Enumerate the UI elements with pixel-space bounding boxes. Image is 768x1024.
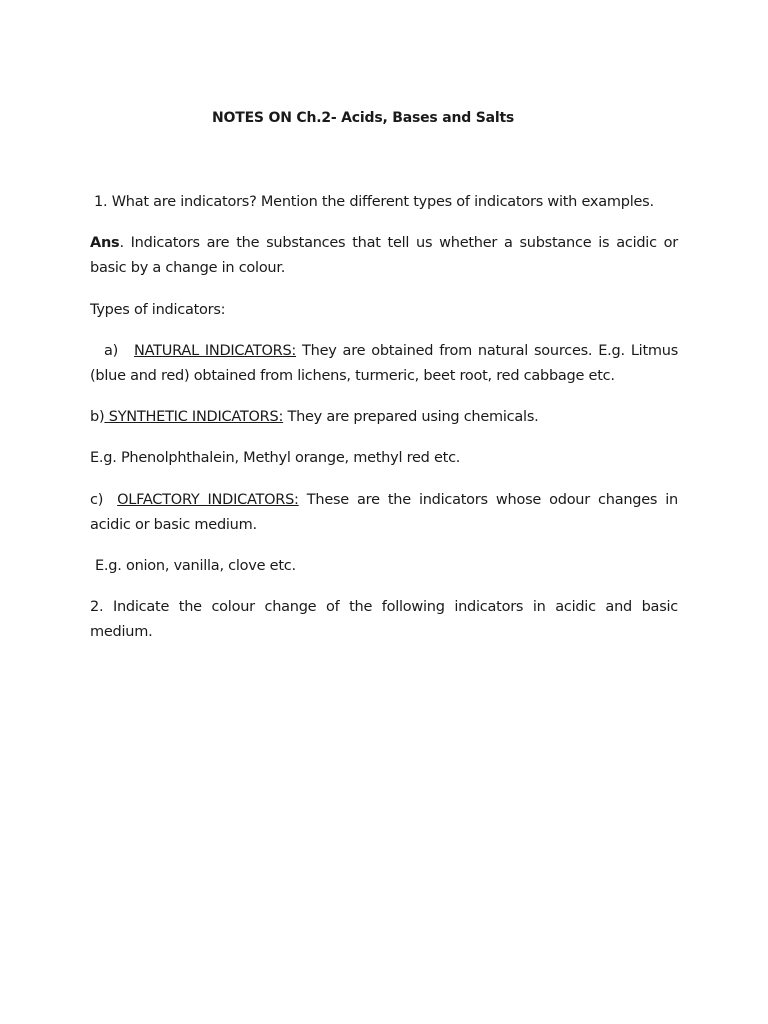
synthetic-examples: E.g. Phenolphthalein, Methyl orange, methyl red etc. xyxy=(90,450,461,466)
types-heading: Types of indicators: xyxy=(90,302,226,318)
page-title: NOTES ON Ch.2- Acids, Bases and Salts xyxy=(212,110,515,126)
olfactory-heading: OLFACTORY INDICATORS: xyxy=(117,492,299,508)
olfactory-prefix: c) xyxy=(90,492,104,508)
natural-indicators xyxy=(90,339,678,389)
question-1 xyxy=(94,190,684,215)
olfactory-examples: E.g. onion, vanilla, clove etc. xyxy=(95,558,296,574)
synthetic-text: They are prepared using chemicals. xyxy=(283,409,539,425)
olfactory-text: These are the indicators whose odour changes in acidic or basic medium. xyxy=(90,492,678,533)
synthetic-indicators xyxy=(90,405,678,430)
question-2: 2. Indicate the colour change of the following indicators in acidic and basic medium. xyxy=(90,599,678,640)
synthetic-prefix: b) xyxy=(90,409,105,425)
olfactory-indicators xyxy=(90,488,678,538)
question-1-text: What are indicators? Mention the different types of indicators with examples. xyxy=(111,194,654,210)
answer-text: . Indicators are the substances that tell us whether a substance is acidic or basic by a change in colour. xyxy=(90,235,678,276)
natural-prefix: a) xyxy=(104,343,119,359)
question-1-number: 1. xyxy=(94,194,108,210)
natural-text: They are obtained from natural sources. E.g. Litmus (blue and red) obtained from lichens, turmeric, beet root, red cabbage etc. xyxy=(90,343,678,384)
synthetic-heading: SYNTHETIC INDICATORS: xyxy=(104,409,284,425)
answer-label: Ans xyxy=(90,235,120,251)
answer-1 xyxy=(90,231,678,281)
natural-heading: NATURAL INDICATORS: xyxy=(134,343,297,359)
